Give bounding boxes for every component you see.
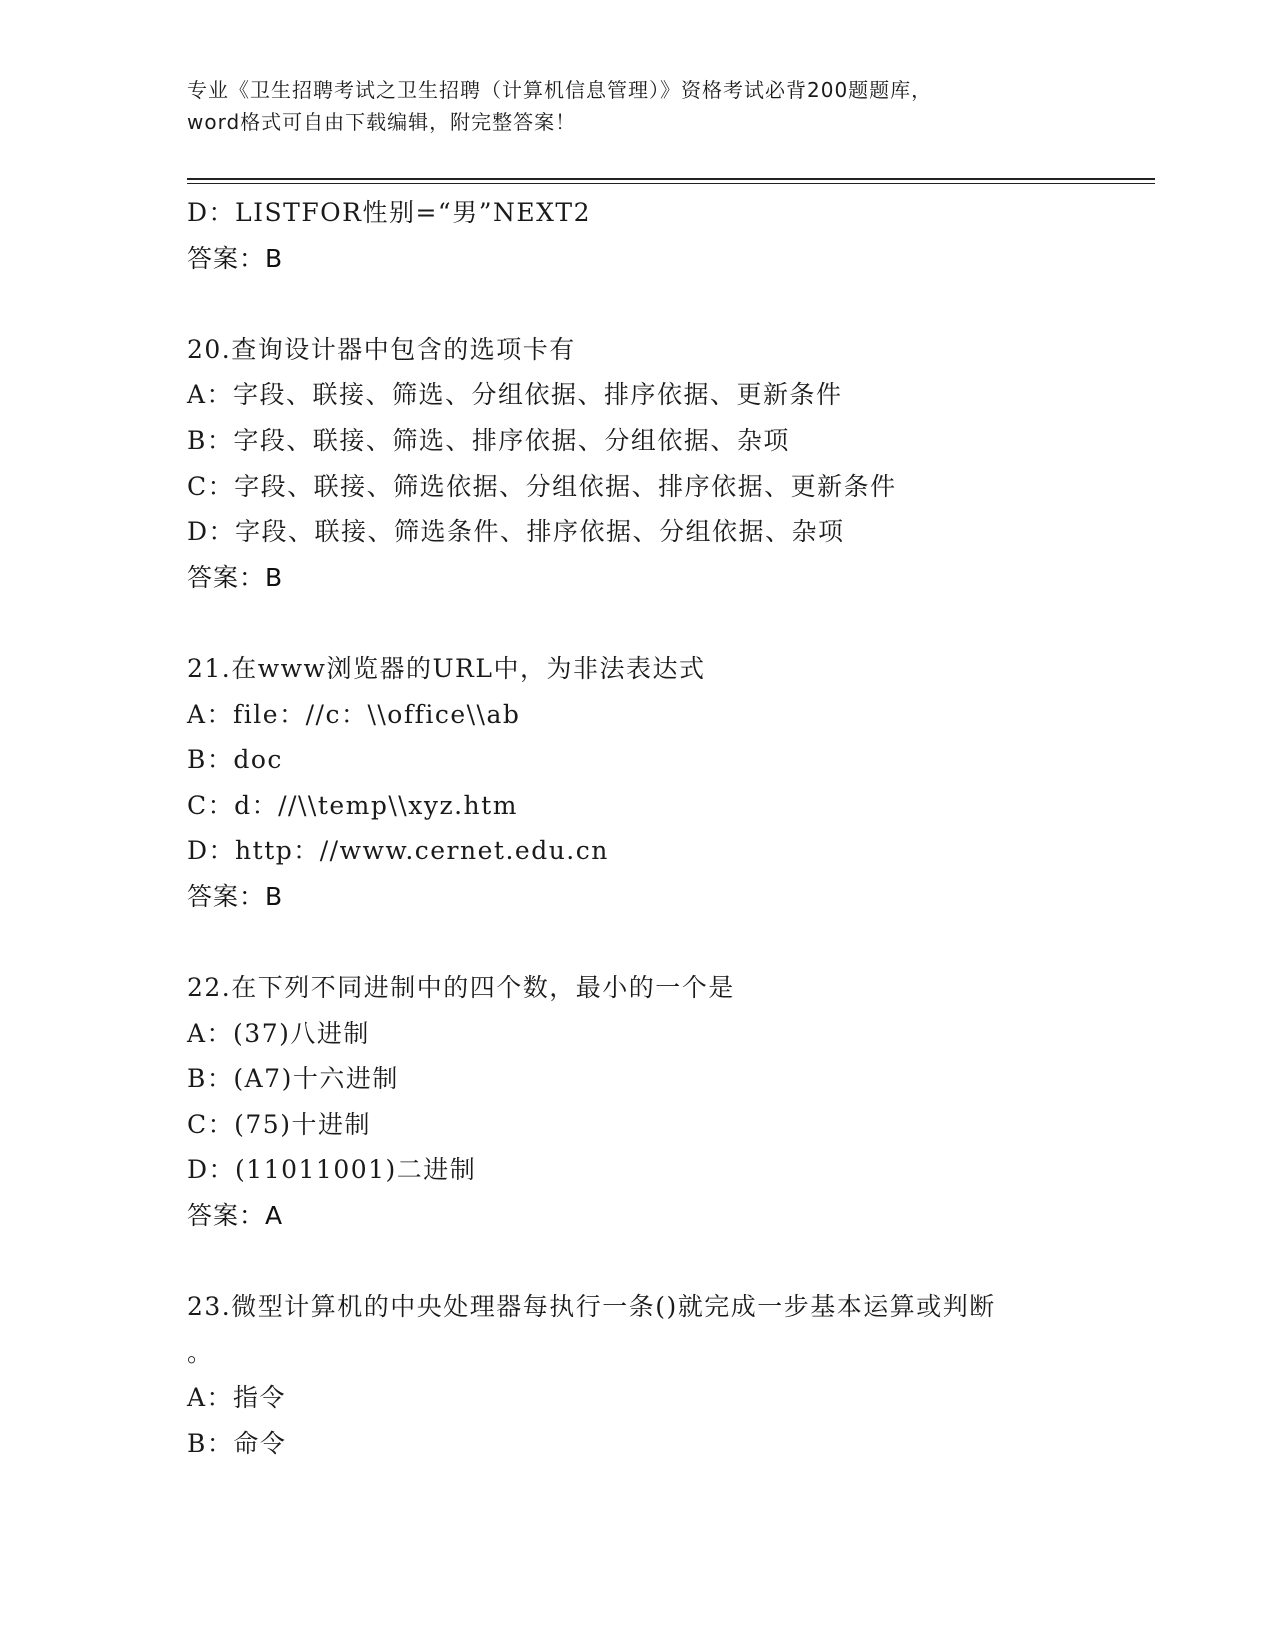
question-20 (187, 327, 1087, 601)
option-b: B：(A7)十六进制 (187, 1064, 399, 1094)
prev-question-option-d: D：LISTFOR性别=“男”NEXT2 (187, 198, 591, 227)
option-c: C：字段、联接、筛选依据、分组依据、排序依据、更新条件 (187, 471, 897, 501)
option-b: B：字段、联接、筛选、排序依据、分组依据、杂项 (187, 425, 790, 455)
option-d: D：字段、联接、筛选条件、排序依据、分组依据、杂项 (187, 517, 845, 547)
option-b: B：doc (187, 745, 283, 775)
question-stem: 22.在下列不同进制中的四个数，最小的一个是 (187, 973, 735, 1003)
option-a: A：指令 (187, 1383, 287, 1413)
question-stem: 23.微型计算机的中央处理器每执行一条()就完成一步基本运算或判断 (187, 1292, 996, 1322)
question-answer: 答案：A (187, 1201, 284, 1231)
option-d: D：http：//www.cernet.edu.cn (187, 836, 609, 866)
prev-question-answer: 答案：B (187, 243, 284, 273)
spacer (187, 920, 1087, 966)
spacer (187, 600, 1087, 646)
header-line-2: word格式可自由下载编辑，附完整答案！ (187, 110, 577, 134)
option-a: A：字段、联接、筛选、分组依据、排序依据、更新条件 (187, 380, 843, 410)
option-c: C：(75)十进制 (187, 1109, 371, 1139)
question-22 (187, 965, 1087, 1239)
spacer (187, 1239, 1087, 1285)
question-content (187, 190, 1087, 1467)
question-answer: 答案：B (187, 881, 284, 911)
question-stem-continuation: 。 (187, 1337, 214, 1367)
option-c: C：d：//\\temp\\xyz.htm (187, 790, 518, 820)
option-a: A：(37)八进制 (187, 1018, 370, 1048)
option-b: B：命令 (187, 1429, 287, 1459)
question-21 (187, 646, 1087, 920)
header-line-1: 专业《卫生招聘考试之卫生招聘（计算机信息管理）》资格考试必背200题题库， (187, 78, 933, 102)
option-a: A：file：//c：\\office\\ab (187, 699, 521, 729)
header-divider-thin (187, 183, 1155, 184)
question-23 (187, 1284, 1087, 1466)
question-stem: 20.查询设计器中包含的选项卡有 (187, 334, 576, 364)
option-d: D：(11011001)二进制 (187, 1155, 477, 1185)
header-divider-thick (187, 178, 1155, 180)
spacer (187, 281, 1087, 327)
question-answer: 答案：B (187, 562, 284, 592)
page-header (187, 74, 1087, 138)
question-stem: 21.在www浏览器的URL中，为非法表达式 (187, 653, 706, 683)
